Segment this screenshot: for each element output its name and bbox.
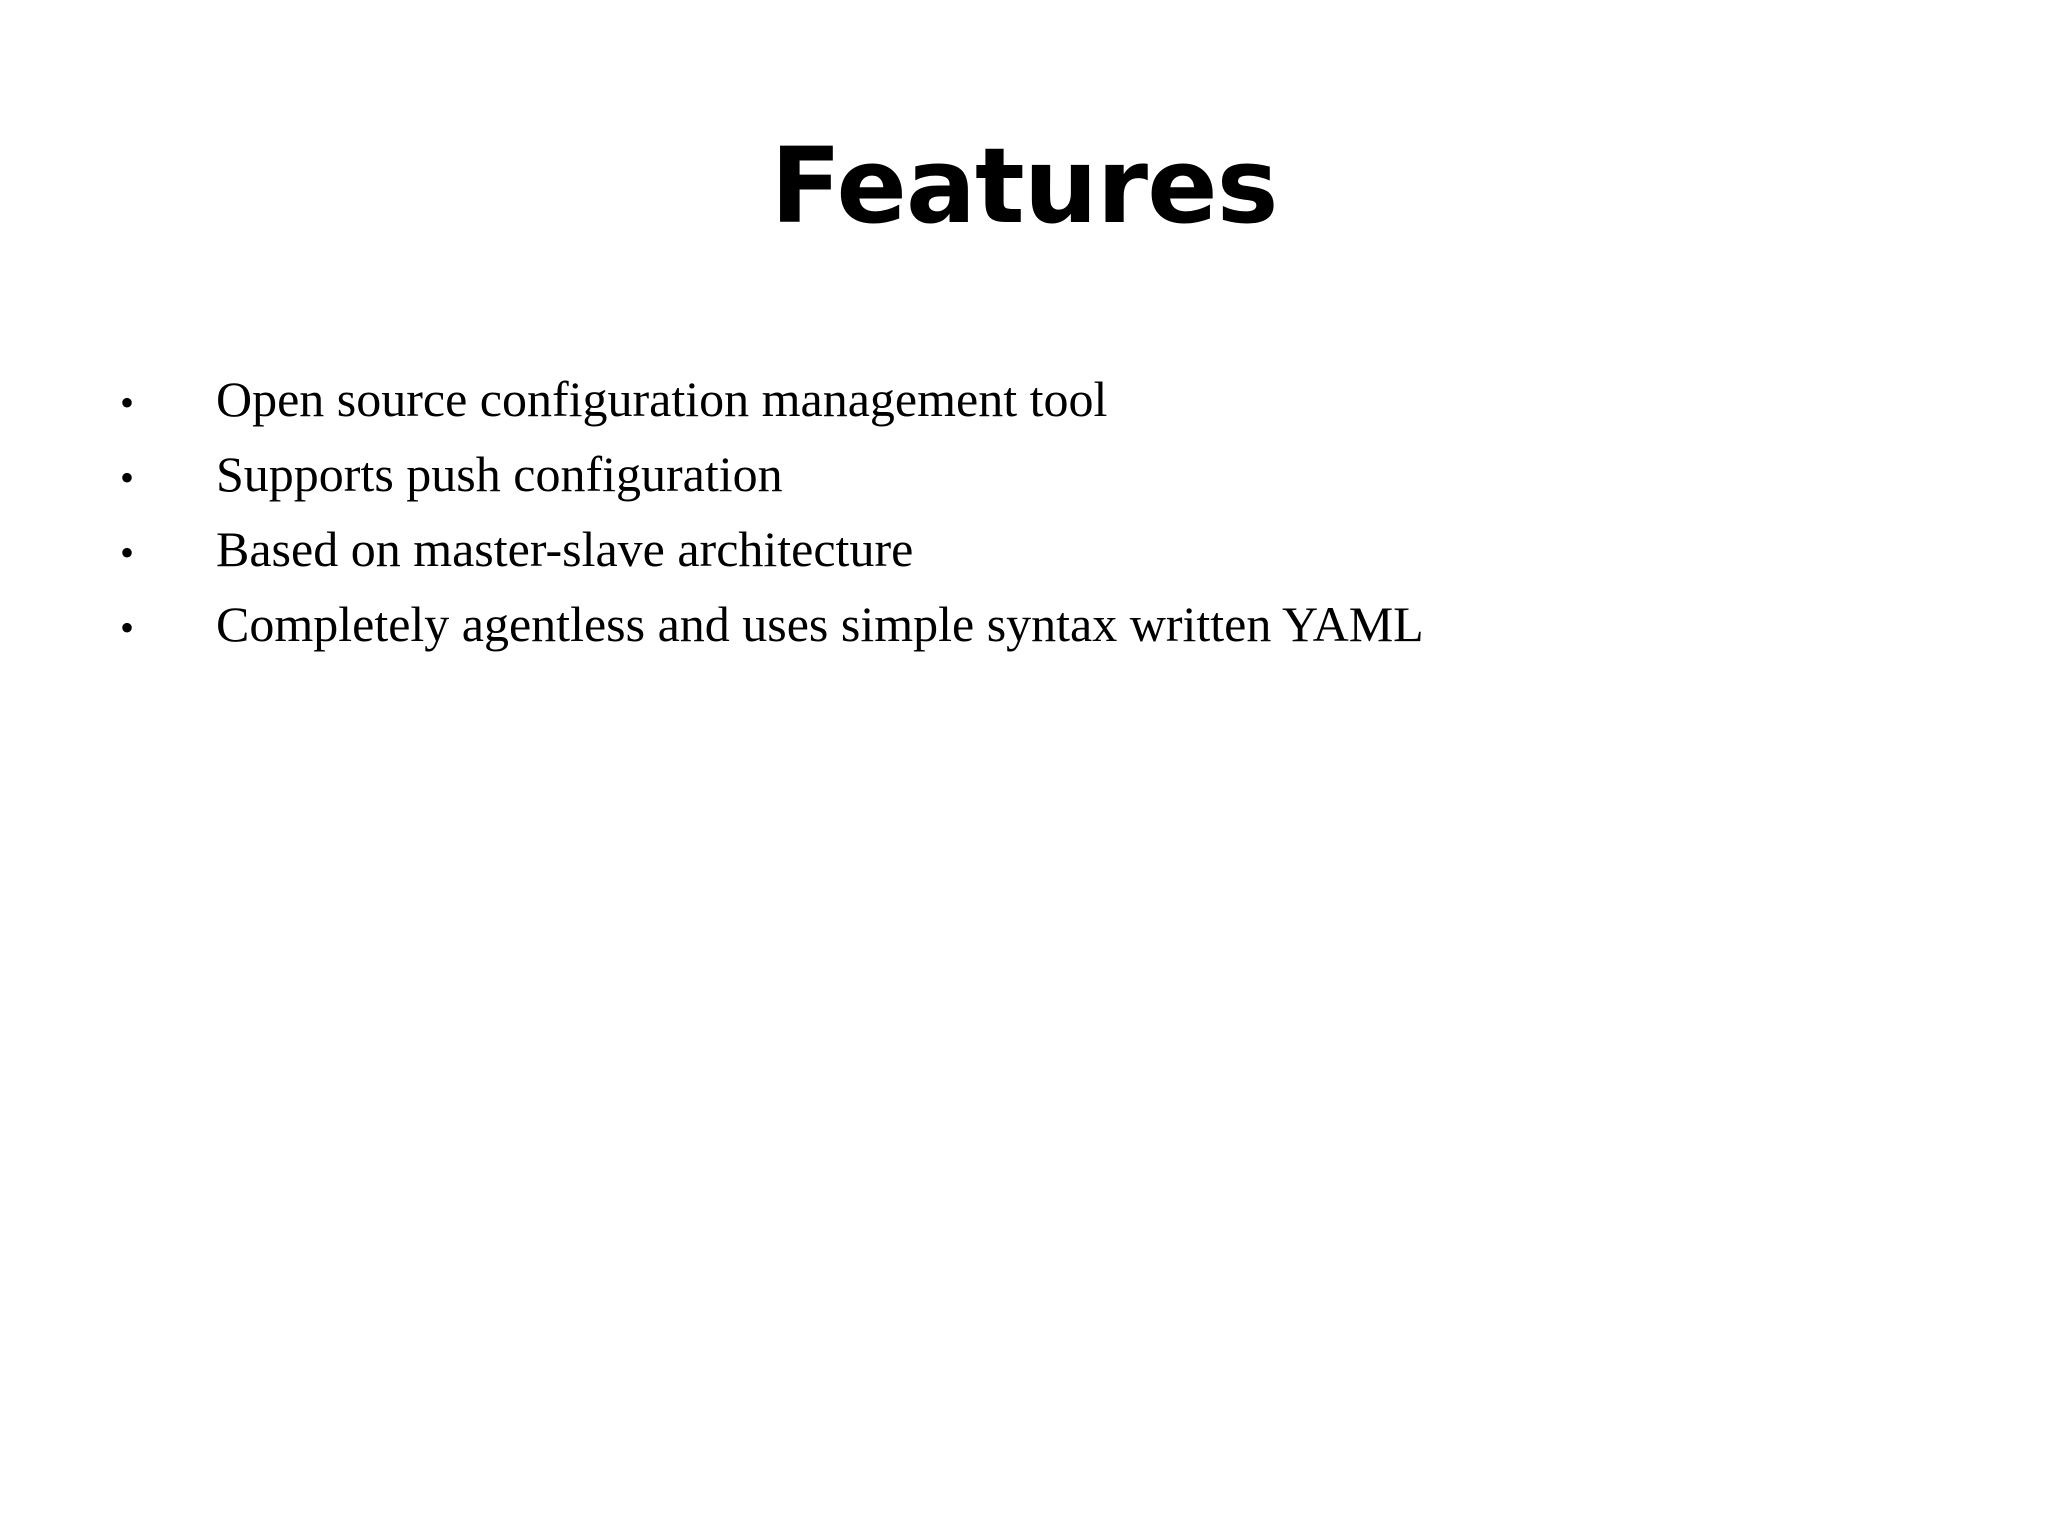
slide-title: Features (770, 125, 1278, 247)
bullet-item (120, 446, 1940, 524)
bullet-item (120, 521, 1940, 599)
bullet-list (120, 371, 1940, 674)
bullet-marker-icon: • (120, 380, 135, 425)
bullet-item (120, 371, 1940, 449)
bullet-marker-icon: • (120, 455, 135, 500)
bullet-marker-icon: • (120, 530, 135, 575)
bullet-text: Based on master-slave architecture (216, 521, 914, 577)
bullet-marker-icon: • (120, 605, 135, 650)
bullet-text: Supports push configuration (216, 446, 783, 502)
bullet-text: Completely agentless and uses simple syntax written YAML (216, 596, 1424, 652)
bullet-text: Open source configuration management tool (216, 371, 1108, 427)
bullet-item (120, 596, 1940, 674)
